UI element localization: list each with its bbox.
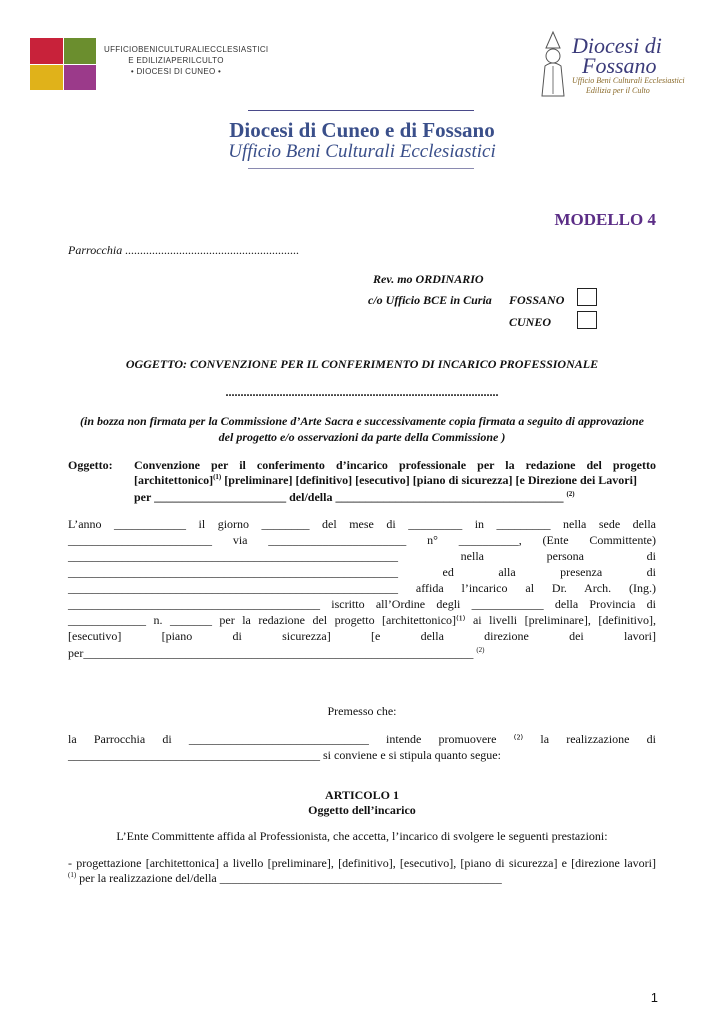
modello-label: MODELLO 4 [554, 210, 656, 229]
oggetto-sup-1: (1) [213, 473, 222, 481]
fossano-checkbox[interactable] [577, 288, 597, 306]
bishop-logo-icon [536, 30, 570, 98]
right-logo-sub-2: Edilizia per il Culto [586, 86, 650, 95]
ufficio-logo-text [104, 44, 269, 77]
body-line-3: _______________________________________________________ nella persona di [68, 549, 656, 563]
right-logo-line-2: Fossano [582, 53, 657, 78]
diocesi-fossano-logo [572, 33, 685, 96]
body-line-7: _____________ n. _______ per la redazione del progetto [architettonico]⁽¹⁾ ai livelli [preliminare], [definitivo], [68, 613, 656, 627]
right-logo-line-1: Diocesi di [572, 33, 662, 58]
body-line-1: L’anno ____________ il giorno ________ del mese di _________ in _________ nella sede della [68, 517, 656, 531]
oggetto-label: Oggetto: [68, 458, 113, 472]
body-line-8: [esecutivo] [piano di sicurezza] [e della direzione dei lavori] [68, 629, 656, 643]
note-line-2: del progetto e/o osservazioni da parte della Commissione ) [218, 430, 506, 444]
logo-tile-purple [64, 65, 97, 91]
oggetto-line-1: Convenzione per il conferimento d’incarico professionale per la redazione del progetto [134, 458, 656, 472]
cuneo-checkbox[interactable] [577, 311, 597, 329]
oggetto-line-3 [134, 490, 575, 505]
body-per: per_________________________________________________________________ [68, 646, 474, 660]
oggetto-heading: OGGETTO: CONVENZIONE PER IL CONFERIMENTO DI INCARICO PROFESSIONALE [125, 357, 599, 371]
oggetto-levels: [preliminare] [definitivo] [esecutivo] [piano di sicurezza] [e Direzione dei Lavori] [221, 473, 637, 487]
premesso-line-1: la Parrocchia di ______________________________ intende promuovere ⁽²⁾ la realizzazione di [68, 732, 656, 746]
oggetto-per: per ______________________ del/della ______________________________________ [134, 490, 564, 504]
body-line-9 [68, 646, 485, 661]
logo-tile-green [64, 38, 97, 64]
ufficio-logo [30, 38, 96, 90]
articolo-paragraph-1: L’Ente Committente affida al Professionista, che accetta, l’incarico di svolgere le seguenti prestazioni: [116, 829, 608, 843]
logo-tile-yellow [30, 65, 63, 91]
recipient-line-1: Rev. mo ORDINARIO [373, 272, 484, 286]
ufficio-line-1: UFFICIOBENICULTURALIECCLESIASTICI [104, 45, 269, 54]
articolo-paragraph-2b [68, 871, 502, 886]
oggetto-arch: [architettonico] [134, 473, 214, 487]
page-title: Diocesi di Cuneo e di Fossano [229, 118, 495, 142]
articolo-sup: (1) [68, 871, 77, 879]
title-rule-bottom [248, 168, 474, 169]
page-subtitle: Ufficio Beni Culturali Ecclesiastici [228, 141, 496, 162]
parrocchia-field: Parrocchia .......................................................... [68, 243, 300, 257]
articolo-title: ARTICOLO 1 [325, 788, 399, 802]
option-cuneo-label: CUNEO [509, 315, 552, 329]
body-line-5: _______________________________________________________ affida l’incarico al Dr. Arch. (Ing.) [68, 581, 656, 595]
oggetto-sup-2: (2) [566, 490, 575, 498]
title-rule-top [248, 110, 474, 111]
ufficio-line-2: E EDILIZIAPERILCULTO [128, 56, 224, 65]
articolo-paragraph-2: - progettazione [architettonica] a livello [preliminare], [definitivo], [esecutivo], [piano di sicurezza] e [direzione lavori] [68, 856, 656, 870]
right-logo-sub-1: Ufficio Beni Culturali Ecclesiastici [572, 76, 685, 85]
oggetto-dots: ........................................................................................... [225, 385, 499, 399]
body-line-4: _______________________________________________________ ed alla presenza di [68, 565, 656, 579]
body-sup: (2) [476, 646, 485, 654]
body-line-6: __________________________________________ iscritto all’Ordine degli ____________ della Provincia di [68, 597, 656, 611]
option-fossano-label: FOSSANO [509, 293, 565, 307]
recipient-line-2: c/o Ufficio BCE in Curia [368, 293, 492, 307]
note-line-1: (in bozza non firmata per la Commissione d’Arte Sacra e successivamente copia firmata a seguito di approvazione [79, 414, 644, 428]
oggetto-line-2 [134, 473, 656, 488]
page-number: 1 [650, 990, 658, 1005]
articolo-subtitle: Oggetto dell’incarico [308, 803, 416, 817]
ufficio-line-3: • DIOCESI DI CUNEO • [130, 67, 222, 76]
premesso-line-2: __________________________________________ si conviene e si stipula quanto segue: [68, 748, 501, 762]
articolo-per: per la realizzazione del/della _______________________________________________ [76, 871, 502, 885]
body-line-2: ________________________ via _______________________ n° __________, (Ente Committente) [68, 533, 656, 547]
premesso-heading: Premesso che: [327, 704, 397, 718]
logo-tile-red [30, 38, 63, 64]
